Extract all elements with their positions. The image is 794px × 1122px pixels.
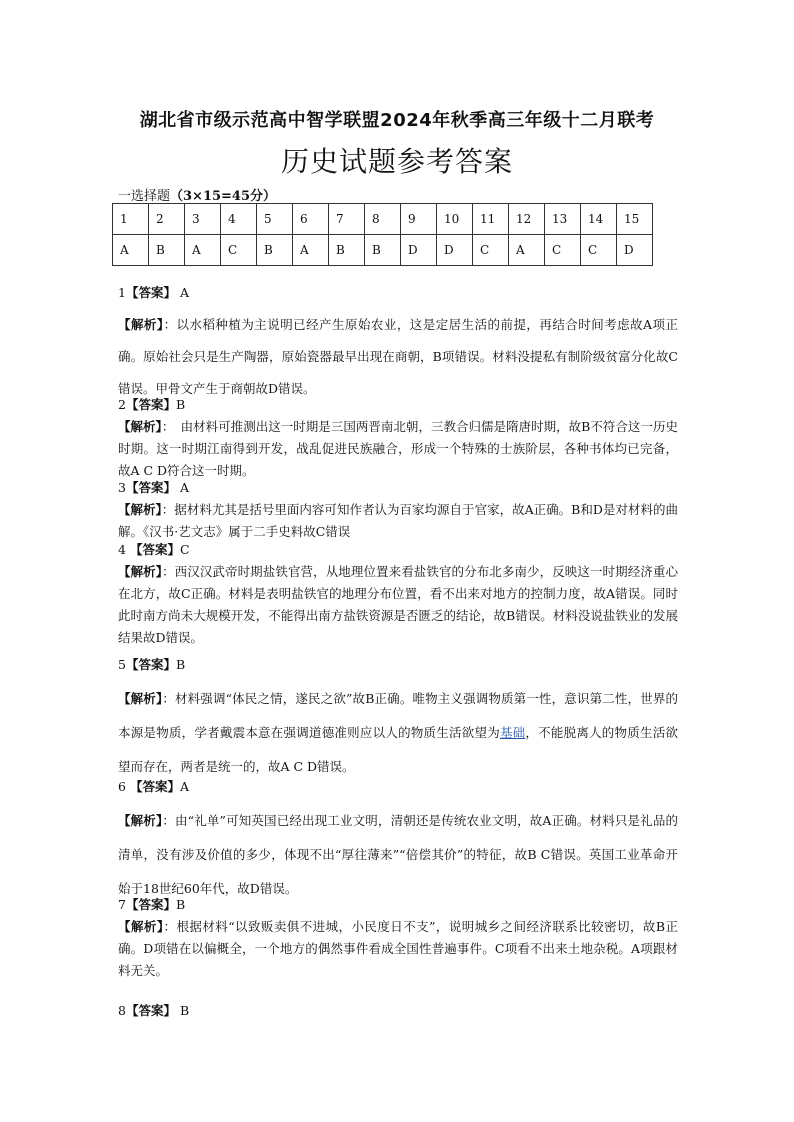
analysis-label: 【解析】: [118, 813, 163, 828]
analysis-paragraph: [118, 499, 678, 543]
analysis-label: 【解析】: [118, 564, 163, 579]
answer-label: 【答案】: [125, 1003, 176, 1018]
answer-cell: A: [113, 235, 149, 266]
answer-line: [118, 994, 678, 1028]
item-number: 2: [118, 397, 126, 412]
analysis-label: 【解析】: [118, 919, 164, 934]
question-number-cell: 15: [617, 204, 653, 235]
answer-value: A: [179, 480, 189, 495]
answer-cell: D: [401, 235, 437, 266]
answer-item-7: [118, 894, 678, 982]
exam-header-title: 湖北省市级示范高中智学联盟2024年秋季高三年级十二月联考: [139, 110, 655, 131]
answer-line: [118, 894, 678, 916]
question-number-cell: 5: [257, 204, 293, 235]
answer-cell: C: [581, 235, 617, 266]
analysis-text: ：西汉汉武帝时期盐铁官营，从地理位置来看盐铁官的分布北多南少，反映这一时期经济重心在北方，故C正确。材料是表明盐铁官的地理分布位置，看不出来对地方的控制力度，故A错误。同时此时南方尚未大规模开发，不能得出南方盐铁资源是否匮乏的结论，故B错误。材料没说盐铁业的发展结果故D错误。: [118, 564, 678, 645]
answer-value: A: [179, 779, 189, 794]
section-label: 一选择题: [118, 189, 171, 204]
question-number-cell: 14: [581, 204, 617, 235]
answer-line: [118, 539, 678, 561]
answer-item-3: [118, 477, 678, 543]
answer-line: [118, 648, 678, 682]
answer-cell: B: [257, 235, 293, 266]
question-number-cell: 4: [221, 204, 257, 235]
answer-item-8: [118, 994, 678, 1028]
answer-table-number-row: [113, 204, 653, 235]
answer-cell: C: [473, 235, 509, 266]
answer-value: B: [175, 897, 186, 912]
analysis-text: ：材料强调“体民之情，遂民之欲”故B正确。唯物主义强调物质第一性，意识第二性，世界的本源是物质，学者戴震本意在强调道德准则应以人的物质生活欲望为: [118, 691, 678, 740]
answer-cell: B: [365, 235, 401, 266]
answer-cell: D: [617, 235, 653, 266]
question-number-cell: 12: [509, 204, 545, 235]
analysis-text: ：据材料尤其是括号里面内容可知作者认为百家均源自于官家，故A正确。B和D是对材料的曲解。《汉书·艺文志》属于二手史料故C错误: [118, 502, 678, 539]
analysis-paragraph: [118, 804, 678, 906]
item-number: 7: [118, 897, 126, 912]
answer-cell: C: [545, 235, 581, 266]
answer-item-6: [118, 770, 678, 906]
document-title: 历史试题参考答案: [280, 145, 513, 178]
answer-cell: A: [185, 235, 221, 266]
answer-cell: A: [509, 235, 545, 266]
answer-label: 【答案】: [125, 285, 176, 300]
item-number: 5: [118, 657, 126, 672]
answer-value: A: [179, 285, 189, 300]
question-number-cell: 3: [185, 204, 221, 235]
analysis-text: ：以水稻种植为主说明已经产生原始农业，这是定居生活的前提，再结合时间考虑故A项正确。原始社会只是生产陶器，原始瓷器最早出现在商朝，B项错误。材料没提私有制阶级贫富分化故C错误。甲骨文产生于商朝故D错误。: [118, 317, 678, 396]
question-number-cell: 6: [293, 204, 329, 235]
question-number-cell: 7: [329, 204, 365, 235]
item-number: 4: [118, 542, 126, 557]
question-number-cell: 2: [149, 204, 185, 235]
basis-link[interactable]: 基础: [499, 725, 526, 740]
analysis-text: ： 由材料可推测出这一时期是三国两晋南北朝，三教合归儒是隋唐时期，故B不符合这一历史时期。这一时期江南得到开发，战乱促进民族融合，形成一个特殊的士族阶层，各种书体均已完备，故A C D符合这一时期。: [118, 419, 678, 478]
answer-label: 【答案】: [129, 779, 180, 794]
section-score: （3×15=45分）: [170, 189, 277, 204]
answer-label: 【答案】: [125, 397, 176, 412]
answer-cell: B: [329, 235, 365, 266]
answer-table-answer-row: [113, 235, 653, 266]
analysis-paragraph: [118, 416, 678, 482]
answer-table: [112, 203, 653, 266]
question-number-cell: 1: [113, 204, 149, 235]
question-number-cell: 13: [545, 204, 581, 235]
answer-item-2: [118, 394, 678, 482]
analysis-paragraph: [118, 309, 678, 405]
answer-line: [118, 394, 678, 416]
analysis-paragraph: [118, 916, 678, 982]
analysis-label: 【解析】: [118, 419, 162, 434]
item-number: 3: [118, 480, 126, 495]
answer-cell: C: [221, 235, 257, 266]
answer-item-1: [118, 277, 678, 405]
analysis-text-continued: ，不能脱离人的物质生活欲望而存在，两者是统一的，故A C D错误。: [118, 725, 678, 774]
answer-value: C: [179, 542, 190, 557]
answer-label: 【答案】: [125, 897, 176, 912]
answer-cell: B: [149, 235, 185, 266]
answer-line: [118, 277, 678, 309]
question-number-cell: 11: [473, 204, 509, 235]
question-number-cell: 9: [401, 204, 437, 235]
question-number-cell: 10: [437, 204, 473, 235]
answer-line: [118, 477, 678, 499]
analysis-text: ：根据材料“以致贩卖俱不进城，小民度日不支”，说明城乡之间经济联系比较密切，故B正确。D项错在以偏概全，一个地方的偶然事件看成全国性普遍事件。C项看不出来土地杂税。A项跟材料无关。: [118, 919, 678, 978]
answer-cell: A: [293, 235, 329, 266]
answer-item-5: [118, 648, 678, 784]
item-number: 1: [118, 285, 126, 300]
analysis-paragraph: [118, 682, 678, 784]
answer-label: 【答案】: [125, 657, 176, 672]
question-number-cell: 8: [365, 204, 401, 235]
analysis-label: 【解析】: [118, 502, 162, 517]
answer-label: 【答案】: [125, 480, 176, 495]
item-number: 6: [118, 779, 126, 794]
analysis-label: 【解析】: [118, 691, 163, 706]
answer-cell: D: [437, 235, 473, 266]
analysis-label: 【解析】: [118, 317, 164, 332]
analysis-paragraph: [118, 561, 678, 649]
answer-line: [118, 770, 678, 804]
answer-value: B: [175, 397, 186, 412]
answer-item-4: [118, 539, 678, 649]
analysis-text: ：由“礼单”可知英国已经出现工业文明，清朝还是传统农业文明，故A正确。材料只是礼品的清单，没有涉及价值的多少，体现不出“厚往薄来”“倍偿其价”的特征，故B C错误。英国工业革命开始于18世纪60年代，故D错误。: [118, 813, 678, 896]
answer-value: B: [175, 657, 186, 672]
answer-label: 【答案】: [129, 542, 180, 557]
section-heading: [118, 185, 276, 204]
answer-value: B: [179, 1003, 190, 1018]
item-number: 8: [118, 1003, 126, 1018]
